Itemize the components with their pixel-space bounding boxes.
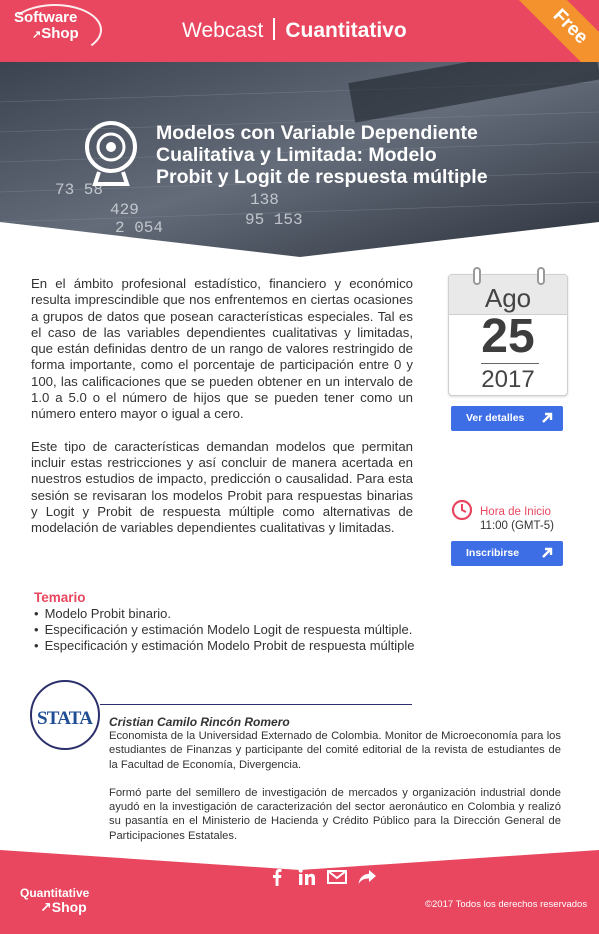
webcam-icon xyxy=(82,120,140,192)
stata-logo-graphic xyxy=(37,706,95,728)
hero-number-4: 138 xyxy=(250,191,279,209)
speaker-bio-paragraph-1: Economista de la Universidad Externado de Colombia. Monitor de Microeconomía para los estudiantes de Finanzas y participante del comité editorial de la revista de estudiantes de la Facultad de Economía, Divergencia. xyxy=(109,730,561,771)
facebook-icon[interactable] xyxy=(266,866,288,888)
header-title xyxy=(182,18,407,43)
event-date-calendar xyxy=(448,274,568,396)
agenda-title: Temario xyxy=(34,590,86,605)
hero-number-1: 73 58 xyxy=(55,181,104,199)
webcast-title xyxy=(156,122,576,188)
social-links xyxy=(266,866,378,888)
agenda-item: • Especificación y estimación Modelo Logit de respuesta múltiple. xyxy=(34,622,415,638)
speaker-divider xyxy=(100,704,412,705)
footer-logo-line1: Quantitative xyxy=(20,886,90,900)
start-time-label: Hora de Inicio xyxy=(480,506,551,518)
software-shop-logo[interactable] xyxy=(14,10,79,43)
header-divider xyxy=(273,18,275,40)
copyright-text: ©2017 Todos los derechos reservados xyxy=(425,899,588,910)
hero-number-2: 429 xyxy=(110,201,139,219)
logo-arrow-icon: ↗ xyxy=(32,29,42,41)
speaker-bio-paragraph-2: Formó parte del semillero de investigación de mercados y organización industrial donde ayudó en la investigación de caracterización del sector aeronáutico en Colombia y realizó su pasantía en el Ministerio de Hacienda y Crédito Público para la Dirección General de Participaciones Estatales. xyxy=(109,786,561,842)
stata-logo xyxy=(37,706,95,733)
speaker-name: Cristian Camilo Rincón Romero xyxy=(109,715,290,729)
logo-line1: Software xyxy=(14,9,78,26)
header-title-strong: Cuantitativo xyxy=(285,19,407,42)
intro-paragraph-2: Este tipo de características demandan modelos que permitan incluir estas restricciones y así concluir de manera acertada en nuestros estudios de impacto, predicción o causalidad. Para esta sesión se revisaran los modelos Probit para respuestas binarias y Logit y Probit de respuesta múltiple como alternativas de modelación de variables dependientes cualitativas y limitadas. xyxy=(31,438,413,536)
view-details-label: Ver detalles xyxy=(466,412,525,424)
intro-text xyxy=(31,276,413,552)
footer-logo-line2: Shop xyxy=(51,899,87,915)
agenda-item: • Especificación y estimación Modelo Probit de respuesta múltiple xyxy=(34,638,415,654)
hero-banner xyxy=(0,62,599,257)
header-bar xyxy=(0,0,599,62)
linkedin-icon[interactable] xyxy=(296,866,318,888)
webcast-title-line1: Modelos con Variable Dependiente xyxy=(156,122,478,144)
view-details-button[interactable] xyxy=(451,406,563,431)
calendar-day: 25 xyxy=(481,310,535,363)
hero-number-3: 2 054 xyxy=(115,219,164,237)
arrow-up-right-icon xyxy=(539,545,555,561)
clock-icon xyxy=(451,499,473,521)
header-title-light: Webcast xyxy=(182,19,264,42)
calendar-year: 2017 xyxy=(481,366,535,393)
footer-logo-arrow-icon: ↗ xyxy=(40,899,52,915)
stata-logo-text: STATA xyxy=(37,708,93,728)
webcast-title-line2: Cualitativa y Limitada: Modelo xyxy=(156,144,437,166)
agenda-item: • Modelo Probit binario. xyxy=(34,606,415,622)
intro-paragraph-1: En el ámbito profesional estadístico, financiero y económico resulta imprescindible que nos enfrentemos en ciertas ocasiones a grupos de datos que posean características especiales. Tal es el caso de las variables dependientes cualitativas y limitadas, que están definidas dentro de un rango de valores restringido de forma importante, como el porcentaje de participación entre 0 y 100, las calificaciones que se pueden obtener en un intervalo de 1.0 a 5.0 o el número de hijos que se pueden tener como un número entero mayor o igual a cero. xyxy=(31,276,413,422)
calendar-month: Ago xyxy=(484,283,532,313)
hero-number-5: 95 153 xyxy=(245,211,303,229)
arrow-up-right-icon xyxy=(539,410,555,426)
email-icon[interactable] xyxy=(326,866,348,888)
register-button[interactable] xyxy=(451,541,563,566)
calendar-divider xyxy=(481,363,539,364)
free-ribbon: Free xyxy=(512,0,599,62)
quantitative-shop-logo[interactable] xyxy=(20,886,89,914)
register-label: Inscribirse xyxy=(466,547,520,559)
start-time-value: 11:00 (GMT-5) xyxy=(480,520,554,532)
share-icon[interactable] xyxy=(356,866,378,888)
logo-line2: Shop xyxy=(41,25,79,42)
agenda-list xyxy=(34,606,415,654)
webcast-title-line3: Probit y Logit de respuesta múltiple xyxy=(156,166,488,188)
